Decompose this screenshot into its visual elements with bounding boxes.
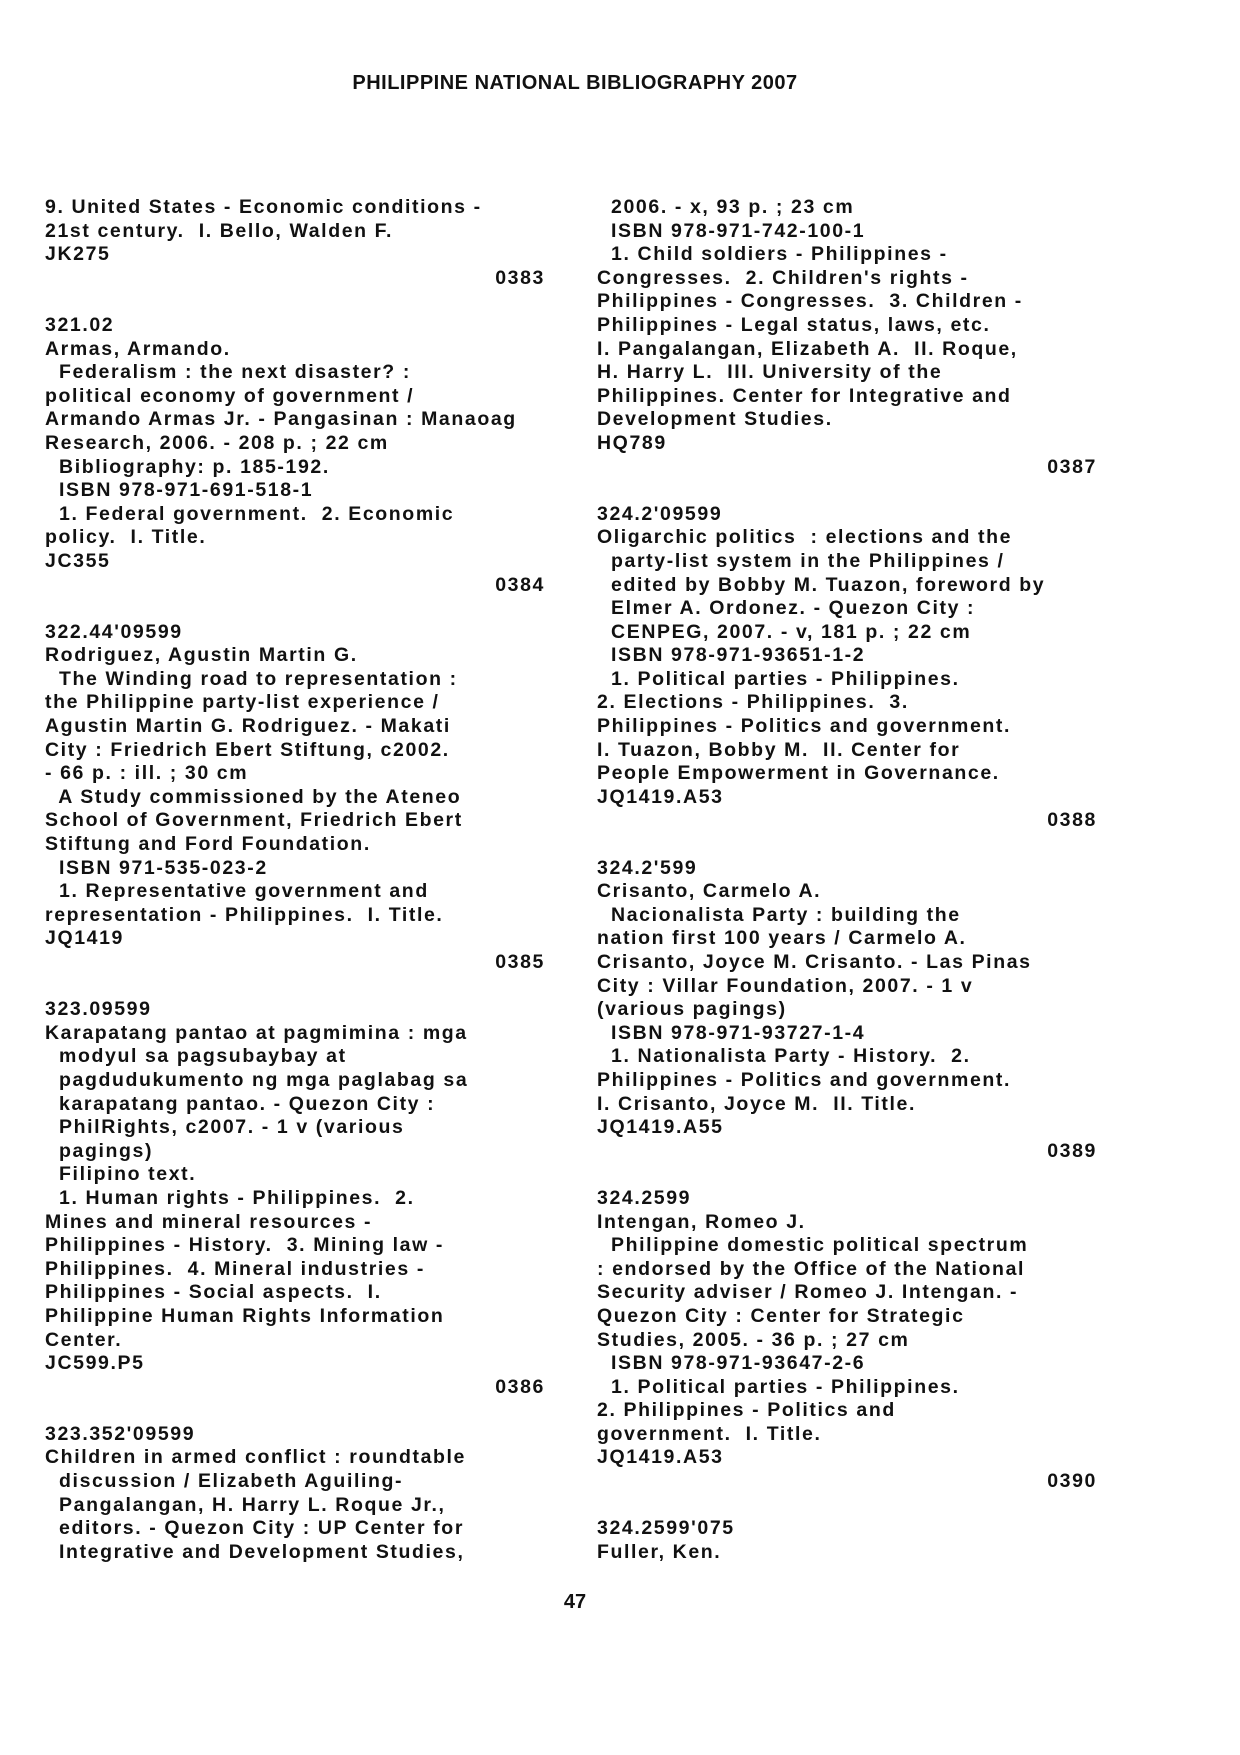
text-line: Filipino text. [45, 1163, 197, 1186]
entry-number: 0389 [1047, 1139, 1097, 1162]
text-line: Congresses. 2. Children's rights - [597, 266, 969, 289]
text-line: modyul sa pagsubaybay at [45, 1045, 347, 1068]
text-line: Philippines - Legal status, laws, etc. [597, 313, 991, 336]
text-line: Pangalangan, H. Harry L. Roque Jr., [45, 1493, 446, 1516]
text-line: 324.2'599 [597, 856, 698, 879]
text-line: 1. Child soldiers - Philippines - [597, 243, 948, 266]
blank-line [597, 1163, 1107, 1187]
text-line: 323.09599 [45, 998, 152, 1021]
text-line: editors. - Quezon City : UP Center for [45, 1517, 465, 1540]
text-line: Intengan, Romeo J. [597, 1210, 806, 1233]
text-line: Studies, 2005. - 36 p. ; 27 cm [597, 1328, 910, 1351]
text-line: Crisanto, Carmelo A. [597, 880, 822, 903]
text-line: government. I. Title. [597, 1422, 822, 1445]
text-line: representation - Philippines. I. Title. [45, 903, 444, 926]
text-line: JC599.P5 [45, 1352, 145, 1375]
entry-number: 0388 [1047, 809, 1097, 832]
text-line: 1. Political parties - Philippines. [597, 667, 960, 690]
entry-number: 0390 [1047, 1470, 1097, 1493]
text-line: 9. United States - Economic conditions - [45, 196, 482, 218]
text-line: Oligarchic politics : elections and the [597, 526, 1013, 549]
text-line: Development Studies. [597, 408, 833, 431]
text-line: Philippines - Congresses. 3. Children - [597, 290, 1023, 313]
entry-number: 0385 [495, 951, 545, 973]
text-line: 1. Representative government and [45, 880, 429, 903]
page-number: 47 [563, 1591, 587, 1613]
text-line: Armando Armas Jr. - Pangasinan : Manaoag [45, 408, 517, 431]
text-line: Nacionalista Party : building the [597, 903, 961, 926]
text-line: edited by Bobby M. Tuazon, foreword by [597, 573, 1046, 596]
text-line: : endorsed by the Office of the National [597, 1257, 1026, 1280]
entry-number: 0386 [495, 1375, 545, 1398]
text-line: party-list system in the Philippines / [597, 549, 1005, 572]
text-line: - 66 p. : ill. ; 30 cm [45, 762, 249, 785]
text-line: Agustin Martin G. Rodriguez. - Makati [45, 715, 451, 738]
text-line: Fuller, Ken. [597, 1540, 722, 1563]
text-line: JC355 [45, 549, 111, 572]
text-line: 323.352'09599 [45, 1422, 196, 1445]
text-line: Philippine domestic political spectrum [597, 1234, 1029, 1257]
entry-number: 0387 [1047, 455, 1097, 478]
text-line: H. Harry L. III. University of the [597, 361, 943, 384]
entry-number: 0383 [495, 266, 545, 289]
text-line: Security adviser / Romeo J. Intengan. - [597, 1281, 1019, 1304]
text-line: 1. Federal government. 2. Economic [45, 502, 455, 525]
blank-line [45, 1399, 555, 1423]
text-line: ISBN 978-971-93651-1-2 [597, 644, 866, 667]
text-line: JQ1419.A53 [597, 1446, 724, 1469]
text-line: pagings) [45, 1139, 154, 1162]
text-line: Philippines. Center for Integrative and [597, 384, 1012, 407]
text-line: 324.2599 [597, 1186, 692, 1209]
text-line: JK275 [45, 243, 111, 266]
left-column [45, 196, 555, 1564]
text-line: City : Villar Foundation, 2007. - 1 v [597, 974, 974, 997]
text-line: 321.02 [45, 313, 115, 336]
text-line: karapatang pantao. - Quezon City : [45, 1092, 436, 1115]
text-line: City : Friedrich Ebert Stiftung, c2002. [45, 738, 450, 761]
text-line: discussion / Elizabeth Aguiling- [45, 1470, 404, 1493]
text-line: HQ789 [597, 431, 667, 454]
text-line: People Empowerment in Governance. [597, 762, 1000, 785]
text-line: Philippines - History. 3. Mining law - [45, 1234, 444, 1257]
text-line: Crisanto, Joyce M. Crisanto. - Las Pinas [597, 951, 1032, 973]
text-line: PhilRights, c2007. - 1 v (various [45, 1116, 405, 1139]
text-line: 1. Nationalista Party - History. 2. [597, 1045, 971, 1068]
text-line: Quezon City : Center for Strategic [597, 1304, 965, 1327]
text-line: I. Pangalangan, Elizabeth A. II. Roque, [597, 337, 1018, 360]
text-line: JQ1419.A55 [597, 1116, 724, 1139]
text-line: 322.44'09599 [45, 620, 183, 643]
text-line: Bibliography: p. 185-192. [45, 455, 330, 478]
blank-line [45, 290, 555, 314]
text-line: Integrative and Development Studies, [45, 1540, 465, 1563]
text-line: Children in armed conflict : roundtable [45, 1446, 467, 1469]
text-line: 324.2'09599 [597, 502, 723, 525]
text-line: Rodriguez, Agustin Martin G. [45, 644, 358, 667]
text-line: 1. Political parties - Philippines. [597, 1375, 960, 1398]
text-line: Philippines. 4. Mineral industries - [45, 1257, 425, 1280]
blank-line [45, 597, 555, 621]
text-line: 21st century. I. Bello, Walden F. [45, 219, 394, 242]
page-header: PHILIPPINE NATIONAL BIBLIOGRAPHY 2007 [352, 72, 798, 94]
text-line: I. Tuazon, Bobby M. II. Center for [597, 738, 961, 761]
blank-line [597, 1494, 1107, 1518]
text-line: School of Government, Friedrich Ebert [45, 809, 463, 832]
text-line: Armas, Armando. [45, 337, 231, 360]
text-line: nation first 100 years / Carmelo A. [597, 927, 967, 950]
text-line: 2. Elections - Philippines. 3. [597, 691, 909, 714]
text-line: (various pagings) [597, 998, 787, 1021]
text-line: 2006. - x, 93 p. ; 23 cm [597, 196, 855, 218]
text-line: ISBN 978-971-691-518-1 [45, 479, 314, 502]
text-line: Philippine Human Rights Information [45, 1304, 445, 1327]
text-line: JQ1419 [45, 927, 124, 950]
text-line: 2. Philippines - Politics and [597, 1399, 896, 1422]
text-line: pagdudukumento ng mga paglabag sa [45, 1068, 469, 1091]
text-line: policy. I. Title. [45, 526, 207, 549]
text-line: CENPEG, 2007. - v, 181 p. ; 22 cm [597, 620, 972, 643]
text-line: Mines and mineral resources - [45, 1210, 373, 1233]
blank-line [597, 833, 1107, 857]
text-line: ISBN 978-971-93727-1-4 [597, 1021, 866, 1044]
text-line: ISBN 978-971-93647-2-6 [597, 1352, 866, 1375]
blank-line [597, 479, 1107, 503]
text-line: Philippines - Politics and government. [597, 1068, 1012, 1091]
text-line: JQ1419.A53 [597, 785, 724, 808]
text-line: Elmer A. Ordonez. - Quezon City : [597, 597, 976, 620]
right-column [597, 196, 1107, 1564]
text-line: Research, 2006. - 208 p. ; 22 cm [45, 431, 389, 454]
text-line: Philippines - Politics and government. [597, 715, 1012, 738]
text-line: Karapatang pantao at pagmimina : mga [45, 1021, 468, 1044]
blank-line [45, 975, 555, 999]
text-line: 324.2599'075 [597, 1517, 735, 1540]
text-line: 1. Human rights - Philippines. 2. [45, 1186, 415, 1209]
text-line: Stiftung and Ford Foundation. [45, 833, 371, 856]
text-line: Federalism : the next disaster? : [45, 361, 411, 384]
text-line: ISBN 971-535-023-2 [45, 856, 268, 879]
entry-number: 0384 [495, 573, 545, 596]
text-line: A Study commissioned by the Ateneo [45, 785, 462, 808]
text-line: I. Crisanto, Joyce M. II. Title. [597, 1092, 917, 1115]
text-line: The Winding road to representation : [45, 667, 458, 690]
text-line: ISBN 978-971-742-100-1 [597, 219, 866, 242]
text-line: Center. [45, 1328, 123, 1351]
text-line: the Philippine party-list experience / [45, 691, 440, 714]
text-line: Philippines - Social aspects. I. [45, 1281, 382, 1304]
text-line: political economy of government / [45, 384, 415, 407]
